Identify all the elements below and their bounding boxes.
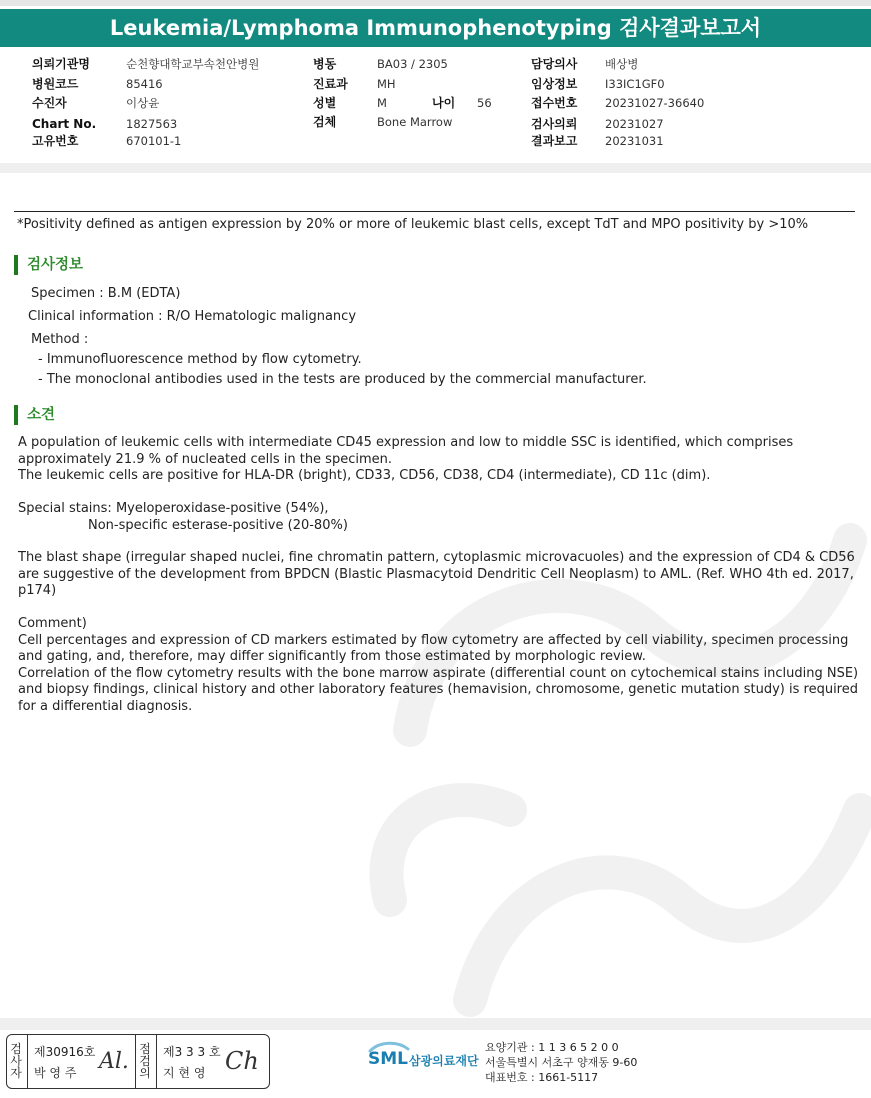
hdr-label-hospital-code: 병원코드 [32,77,79,91]
text-line: p174) [18,583,57,598]
char: 검 [10,1042,22,1056]
hdr-label-unique-no: 고유번호 [32,134,79,148]
section-rule [14,211,855,212]
hdr-value-receipt-no: 20231027-36640 [605,96,705,110]
findings-heading: 소견 [14,405,55,425]
hdr-value-clinical-info: I33IC1GF0 [605,77,665,91]
divider [135,1035,136,1088]
hdr-value-request-date: 20231027 [605,117,664,131]
hdr-label-age: 나이 [432,96,456,110]
hdr-value-specimen: Bone Marrow [377,115,453,129]
hdr-value-department: MH [377,77,396,91]
special-stains [18,501,348,534]
specimen-line: Specimen : B.M (EDTA) [31,286,181,301]
hdr-value-unique-no: 670101-1 [126,134,182,148]
divider [156,1035,157,1088]
hdr-label-sex: 성별 [313,96,337,110]
hdr-value-sex: M [377,96,387,110]
organization-phone: 대표번호 : 1661-5117 [485,1071,599,1084]
text-line: The leukemic cells are positive for HLA-DR (bright), CD33, CD56, CD38, CD4 (intermediate), CD 11c (dim). [18,468,711,483]
hdr-value-chart-no: 1827563 [126,117,178,131]
confirmer-license-no: 제3 3 3 호 [163,1045,221,1059]
top-strip [0,0,871,6]
hdr-label-request-date: 검사의뢰 [531,117,578,131]
text-line: Non-specific esterase-positive (20-80%) [88,517,348,533]
hdr-value-institution: 순천향대학교부속천안병원 [126,57,260,71]
hdr-label-patient: 수진자 [32,96,67,110]
comment-block [18,616,858,715]
examiner-label [9,1043,23,1079]
char: 검 [139,1054,151,1068]
char: 자 [10,1066,22,1080]
text-line: Correlation of the flow cytometry results with the bone marrow aspirate (differential count on cytochemical stains including NSE) [18,665,859,681]
text-line: approximately 21.9 % of nucleated cells in the specimen. [18,451,392,467]
char: 점 [139,1042,151,1056]
organization-name: 삼광의료재단 [409,1054,479,1068]
report-title: Leukemia/Lymphoma Immunophenotyping 검사결과보고서 [0,9,871,47]
organization-address: 서울특별시 서초구 양재동 9-60 [485,1056,638,1069]
text-line: Cell percentages and expression of CD markers estimated by flow cytometry are affected by cell viability, specimen processing [18,632,849,648]
examiner-name: 박 영 주 [34,1066,77,1080]
hdr-label-report-date: 결과보고 [531,134,578,148]
hdr-value-report-date: 20231031 [605,134,664,148]
sml-logo-text: SML [368,1049,408,1069]
hdr-label-chart-no: Chart No. [32,117,97,131]
text-line: are suggestive of the development from BPDCN (Blastic Plasmacytoid Dendritic Cell Neoplasm) to AML. (Ref. WHO 4th ed. 2017, [18,566,854,582]
institution-code: 요양기관 : 1 1 3 6 5 2 0 0 [485,1041,619,1054]
hdr-value-doctor: 배상병 [605,57,639,71]
method-line: - The monoclonal antibodies used in the tests are produced by the commercial manufacturer. [38,372,647,387]
hdr-label-specimen: 검체 [313,115,337,129]
examiner-signature: Al. [99,1049,129,1074]
exam-info-heading: 검사정보 [14,255,83,275]
signature-box [6,1034,270,1089]
confirmer-label [138,1043,152,1079]
method-line: - Immunofluorescence method by flow cytometry. [38,352,362,367]
char: 사 [10,1054,22,1068]
hdr-value-hospital-code: 85416 [126,77,163,91]
hdr-label-ward: 병동 [313,57,337,71]
divider [27,1035,28,1088]
text-line: and biopsy findings, clinical history and other laboratory features (hemavision, chromosome, genetic mutation study) is required [18,682,858,697]
positivity-note: *Positivity defined as antigen expression by 20% or more of leukemic blast cells, except TdT and MPO positivity by >10% [17,217,809,232]
hdr-label-receipt-no: 접수번호 [531,96,578,110]
hdr-value-patient: 이상윤 [126,96,160,110]
text-line: Comment) [18,616,87,631]
hdr-value-age: 56 [477,96,492,110]
clinical-info-line: Clinical information : R/O Hematologic malignancy [28,309,357,324]
confirmer-name: 지 현 영 [163,1066,206,1080]
hdr-label-institution: 의뢰기관명 [32,57,90,71]
hdr-label-doctor: 담당의사 [531,57,578,71]
hdr-label-clinical-info: 임상정보 [531,77,578,91]
hdr-value-ward: BA03 / 2305 [377,57,448,71]
findings-paragraph-3 [18,550,855,600]
hdr-label-department: 진료과 [313,77,348,91]
text-line: Special stains: Myeloperoxidase-positive (54%), [18,501,329,516]
findings-paragraph-1 [18,435,793,485]
text-line: The blast shape (irregular shaped nuclei, fine chromatin pattern, cytoplasmic microvacuoles) and the expression of CD4 & CD56 [18,550,855,565]
text-line: for a differential diagnosis. [18,698,193,714]
examiner-license-no: 제30916호 [34,1045,96,1059]
char: 의 [139,1066,151,1080]
footer-divider [0,1018,871,1030]
text-line: and gating, and, therefore, may differ significantly from those estimated by morphologic review. [18,649,646,664]
text-line: A population of leukemic cells with intermediate CD45 expression and low to middle SSC is identified, which comprises [18,435,794,450]
confirmer-signature: Ch [225,1047,259,1075]
method-label: Method : [31,332,89,347]
header-divider [0,163,871,173]
